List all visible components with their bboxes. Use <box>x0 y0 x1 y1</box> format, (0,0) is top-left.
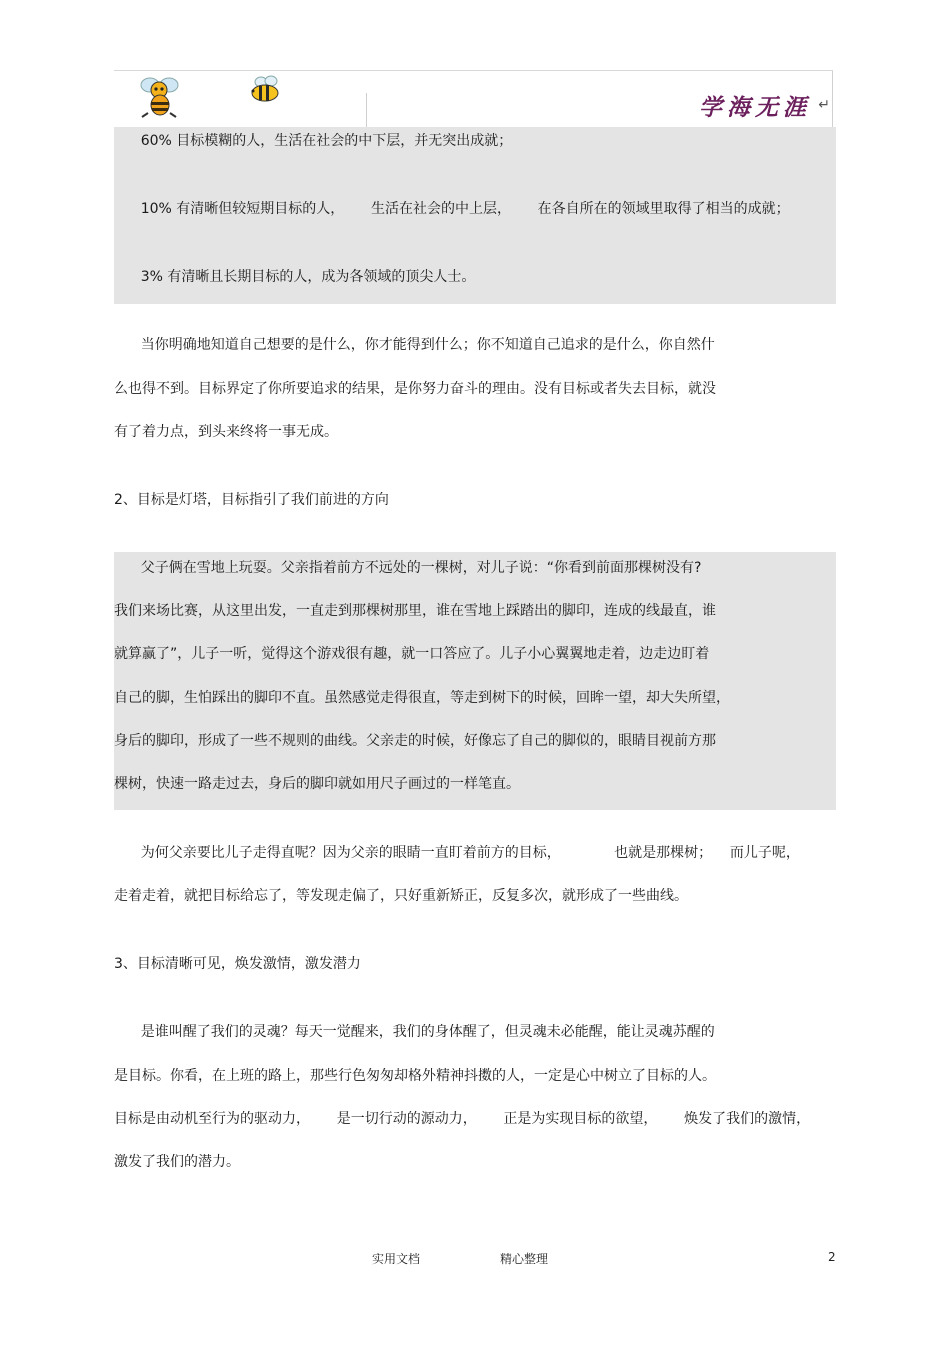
section-heading: 3、目标清晰可见，焕发激情，激发潜力 <box>114 956 361 972</box>
page-number: 2 <box>828 1250 836 1264</box>
story-line: 身后的脚印，形成了一些不规则的曲线。父亲走的时候，好像忘了自己的脚似的，眼睛目视前方那 <box>114 733 716 749</box>
paragraph-mark: ↵ <box>818 97 830 113</box>
footer-left-text: 实用文档 <box>372 1252 421 1266</box>
bee-cartoon-icon <box>138 73 182 119</box>
story-line: 父子俩在雪地上玩耍。父亲指着前方不远处的一棵树，对儿子说：“你看到前面那棵树没有? <box>114 560 702 576</box>
paragraph-line: 是谁叫醒了我们的灵魂？每天一觉醒来，我们的身体醒了，但灵魂未必能醒，能让灵魂苏醒的 <box>114 1024 715 1040</box>
section-heading: 2、目标是灯塔，目标指引了我们前进的方向 <box>114 492 389 508</box>
story-shaded-block <box>114 552 836 810</box>
brand-logo-text: 学海无涯 <box>699 94 811 121</box>
paragraph-line: 目标是由动机至行为的驱动力， 是一切行动的源动力， 正是为实现目标的欲望， 焕发了我们的激情， <box>114 1111 811 1127</box>
paragraph-line: 是目标。你看，在上班的路上，那些行色匆匆却格外精神抖擞的人，一定是心中树立了目标的人。 <box>114 1068 716 1084</box>
paragraph-line: 有了着力点，到头来终将一事无成。 <box>114 424 338 440</box>
footer-middle-text: 精心整理 <box>500 1252 549 1266</box>
stat-line: 60% 目标模糊的人，生活在社会的中下层，并无突出成就； <box>114 133 513 149</box>
header-right-border <box>832 71 833 127</box>
header-divider <box>366 93 367 127</box>
story-line: 就算赢了”，儿子一听，觉得这个游戏很有趣，就一口答应了。儿子小心翼翼地走着，边走边盯着 <box>114 646 710 662</box>
story-line: 我们来场比赛，从这里出发，一直走到那棵树那里，谁在雪地上踩踏出的脚印，连成的线最直，谁 <box>114 603 716 619</box>
paragraph-line: 走着走着，就把目标给忘了，等发现走偏了，只好重新矫正，反复多次，就形成了一些曲线。 <box>114 888 688 904</box>
bee-small-icon <box>247 75 283 105</box>
story-line: 自己的脚，生怕踩出的脚印不直。虽然感觉走得很直，等走到树下的时候，回眸一望，却大失所望， <box>114 690 730 706</box>
stat-line: 3% 有清晰且长期目标的人，成为各领域的顶尖人士。 <box>114 269 476 285</box>
paragraph-line: 激发了我们的潜力。 <box>114 1154 240 1170</box>
paragraph-line: 么也得不到。目标界定了你所要追求的结果，是你努力奋斗的理由。没有目标或者失去目标，就没 <box>114 381 716 397</box>
story-line: 棵树，快速一路走过去，身后的脚印就如用尺子画过的一样笔直。 <box>114 776 520 792</box>
paragraph-line: 当你明确地知道自己想要的是什么，你才能得到什么；你不知道自己追求的是什么，你自然什 <box>114 337 715 353</box>
page-header <box>114 70 833 128</box>
stat-line: 10% 有清晰但较短期目标的人， 生活在社会的中上层， 在各自所在的领域里取得了相当的成就； <box>114 201 790 217</box>
paragraph-line: 为何父亲要比儿子走得直呢？因为父亲的眼睛一直盯着前方的目标， 也就是那棵树； 而儿子呢， <box>114 845 800 861</box>
